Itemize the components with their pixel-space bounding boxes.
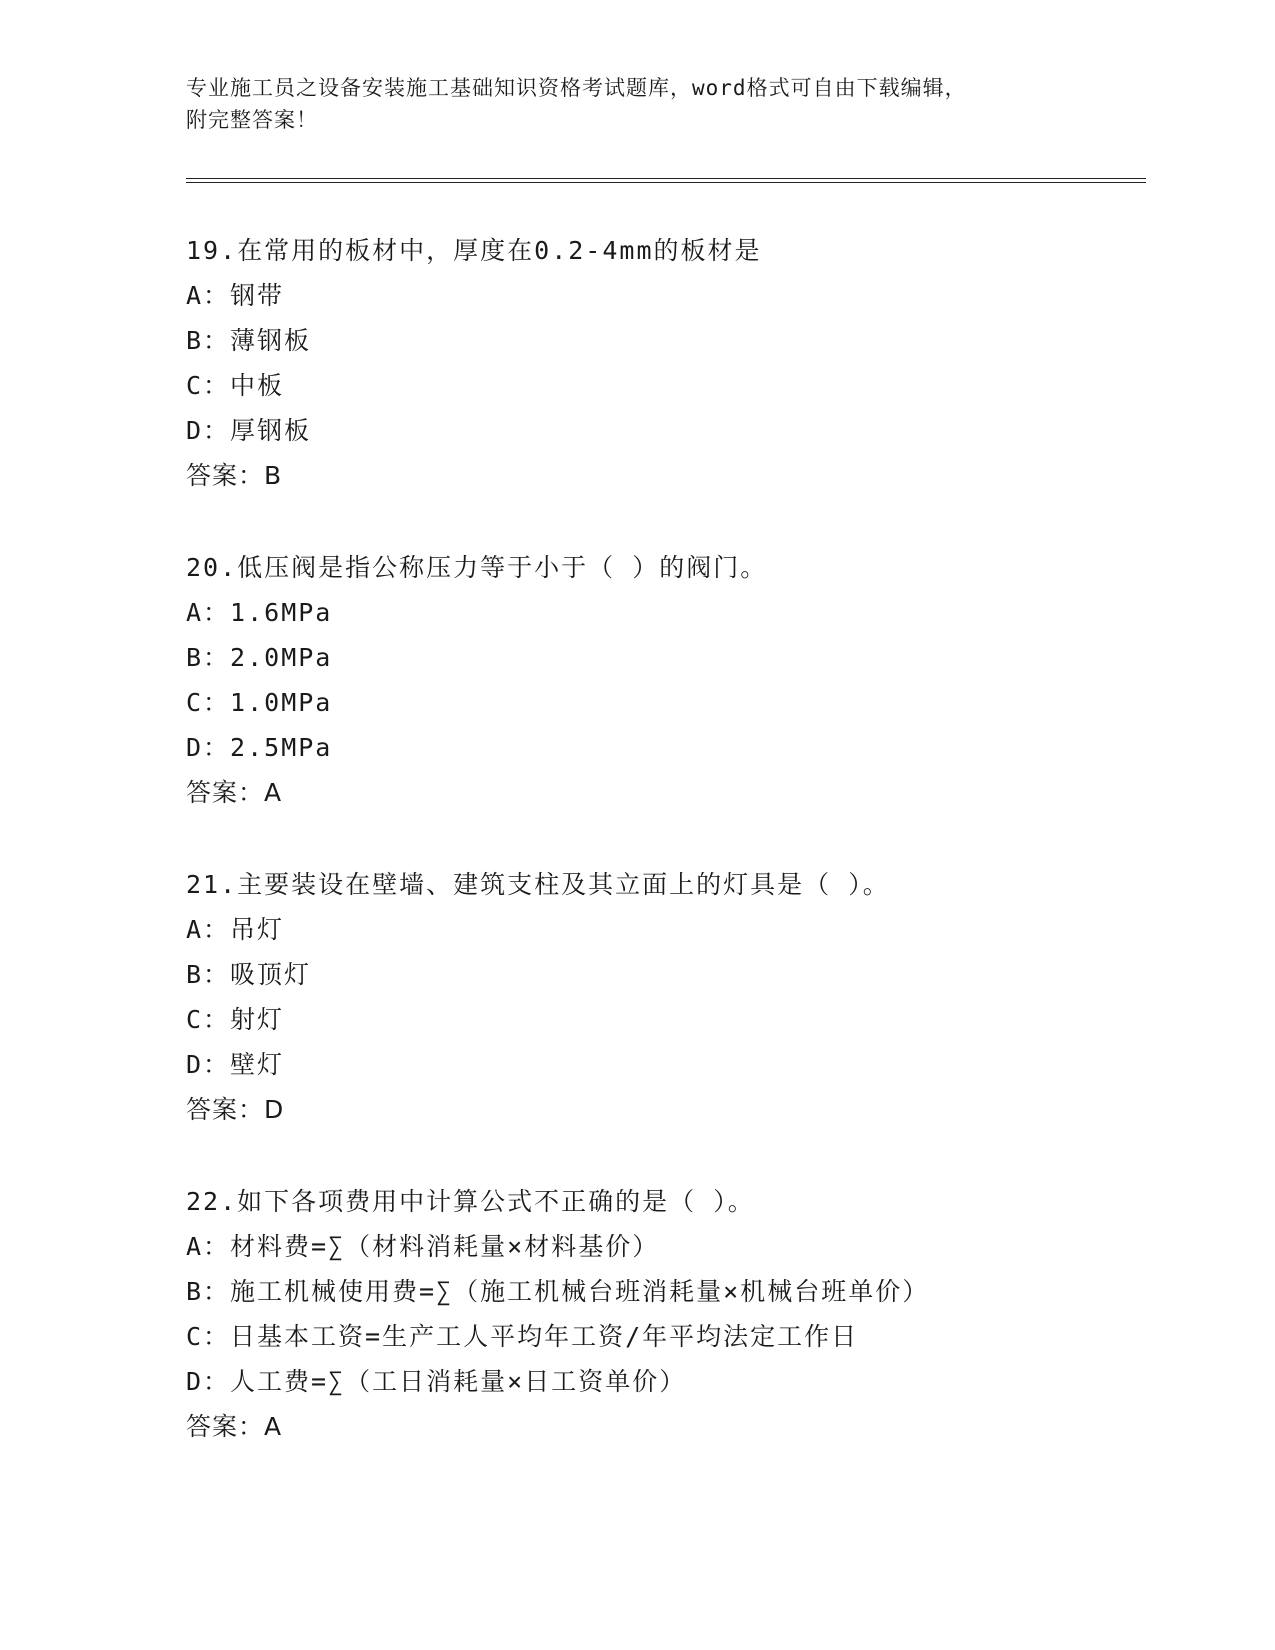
question-19: [186, 228, 1146, 498]
option-a: A：吊灯: [186, 915, 285, 944]
option-d: D：2.5MPa: [186, 733, 333, 762]
answer: 答案：B: [186, 461, 283, 490]
option-d: D：人工费=∑（工日消耗量×日工资单价）: [186, 1367, 687, 1396]
question-21: [186, 862, 1146, 1132]
option-c: C：射灯: [186, 1005, 285, 1034]
answer: 答案：A: [186, 778, 283, 807]
header-line-1: 专业施工员之设备安装施工基础知识资格考试题库，word格式可自由下载编辑，: [186, 76, 967, 100]
option-a: A：1.6MPa: [186, 598, 333, 627]
option-d: D：厚钢板: [186, 416, 312, 445]
document-header: [186, 72, 1086, 136]
question-stem: 22.如下各项费用中计算公式不正确的是（ ）。: [186, 1187, 755, 1216]
option-b: B：吸顶灯: [186, 960, 312, 989]
header-divider: [186, 178, 1146, 183]
question-stem: 19.在常用的板材中，厚度在0.2-4mm的板材是: [186, 236, 762, 265]
option-d: D：壁灯: [186, 1050, 285, 1079]
question-stem: 21.主要装设在壁墙、建筑支柱及其立面上的灯具是（ ）。: [186, 870, 890, 899]
option-c: C：中板: [186, 371, 285, 400]
header-line-2: 附完整答案！: [186, 108, 318, 132]
question-20: [186, 545, 1146, 815]
option-a: A：材料费=∑（材料消耗量×材料基价）: [186, 1232, 660, 1261]
answer: 答案：A: [186, 1412, 283, 1441]
question-22: [186, 1179, 1146, 1449]
answer: 答案：D: [186, 1095, 285, 1124]
option-b: B：薄钢板: [186, 326, 312, 355]
question-stem: 20.低压阀是指公称压力等于小于（ ）的阀门。: [186, 553, 768, 582]
option-a: A：钢带: [186, 281, 285, 310]
option-c: C：日基本工资=生产工人平均年工资/年平均法定工作日: [186, 1322, 859, 1351]
option-c: C：1.0MPa: [186, 688, 333, 717]
option-b: B：施工机械使用费=∑（施工机械台班消耗量×机械台班单价）: [186, 1277, 930, 1306]
option-b: B：2.0MPa: [186, 643, 333, 672]
